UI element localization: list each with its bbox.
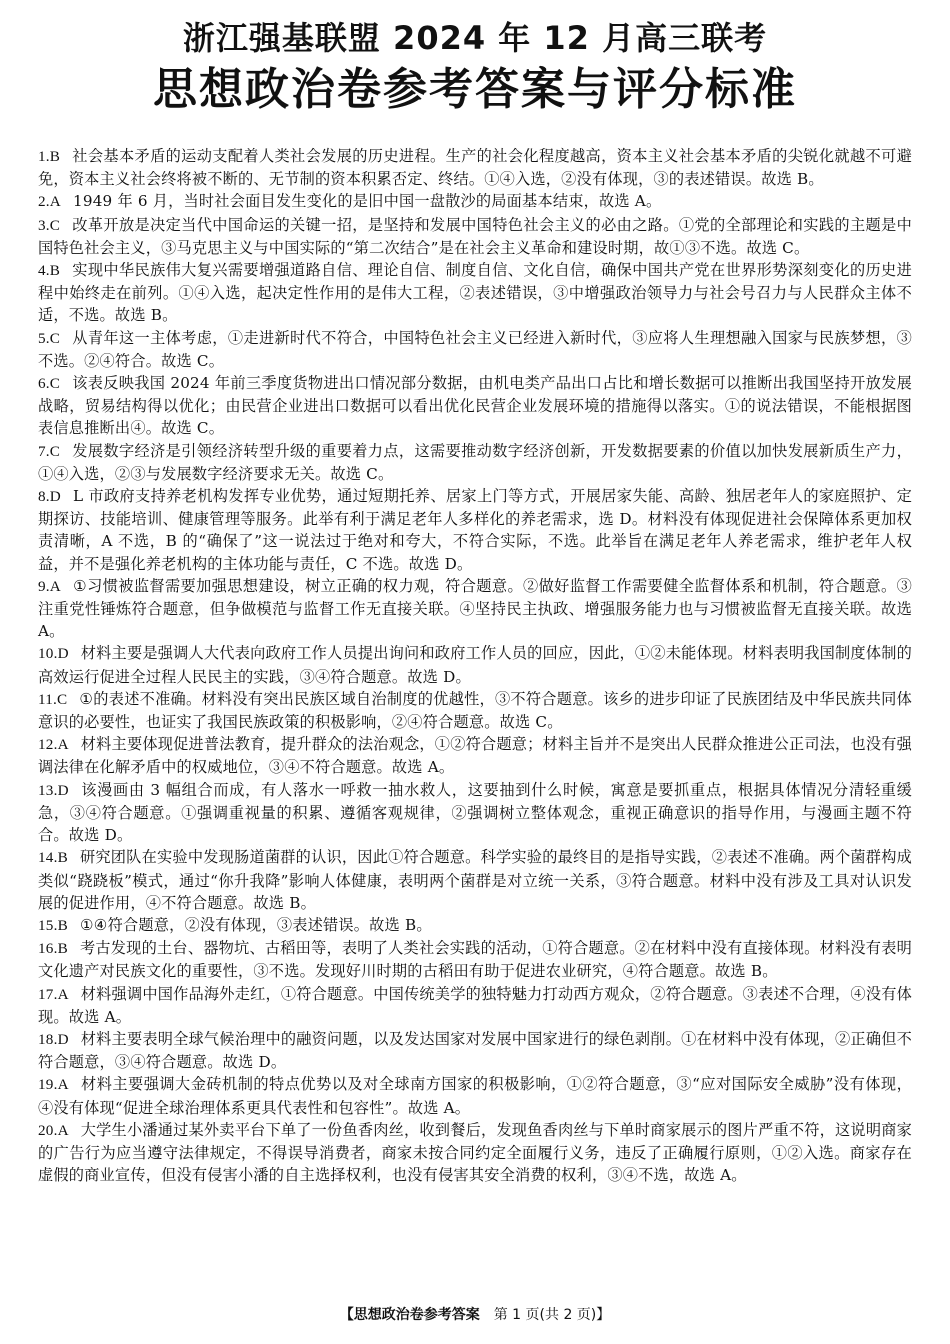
question-number: 3. — [38, 216, 50, 234]
answer-explanation: 材料主要是强调人大代表向政府工作人员提出询问和政府工作人员的回应，因此，①②未能体现。材料表明我国制度体制的高效运行促进全过程人民民主的实践，③④符合题意。故选 D。 — [38, 644, 912, 686]
question-number: 20. — [38, 1121, 58, 1139]
answer-item — [38, 688, 912, 733]
answer-item — [38, 846, 912, 914]
answer-item — [38, 145, 912, 190]
answer-explanation: 发展数字经济是引领经济转型升级的重要着力点，这需要推动数字经济创新，开发数据要素的价值以加快发展新质生产力，①④入选，②③与发展数字经济要求无关。故选 C。 — [38, 441, 912, 483]
question-number: 10. — [38, 645, 58, 663]
question-number: 6. — [38, 375, 50, 393]
answer-explanation: 改革开放是决定当代中国命运的关键一招，是坚持和发展中国特色社会主义的必由之路。①党的全部理论和实践的主题是中国特色社会主义，③马克思主义与中国实际的“第二次结合”是在社会主义革命和建设时期，故①③不选。故选 C。 — [38, 215, 912, 257]
answer-explanation: 该表反映我国 2024 年前三季度货物进出口情况部分数据，由机电类产品出口占比和增长数据可以推断出我国坚持开放发展战略，贸易结构得以优化；由民营企业进出口数据可以看出优化民营企业发展环境的措施得以落实。①的说法错误，不能根据图表信息推断出④。故选 C。 — [38, 374, 912, 438]
question-number: 9. — [38, 577, 50, 595]
answer-explanation: 材料主要体现促进普法教育，提升群众的法治观念，①②符合题意；材料主旨并不是突出人民群众推进公正司法，也没有强调法律在化解矛盾中的权威地位，③④不符合题意。故选 A。 — [38, 735, 912, 777]
answer-item — [38, 1028, 912, 1073]
question-number: 13. — [38, 781, 58, 799]
question-number: 19. — [38, 1076, 58, 1094]
question-number: 1. — [38, 148, 50, 165]
answer-item — [38, 937, 912, 982]
answer-item — [38, 485, 912, 575]
answer-letter: D — [57, 645, 69, 663]
answer-letter: A — [57, 1121, 69, 1139]
answer-item — [38, 983, 912, 1028]
answer-explanation: 材料强调中国作品海外走红，①符合题意。中国传统美学的独特魅力打动西方观众，②符合题意。③表述不合理，④没有体现。故选 A。 — [38, 984, 912, 1026]
question-number: 2. — [38, 193, 50, 211]
answer-letter: C — [49, 442, 61, 460]
answer-explanation: 材料主要强调大金砖机制的特点优势以及对全球南方国家的积极影响，①②符合题意，③“应对国际安全威胁”没有体现，④没有体现“促进全球治理体系更具代表性和包容性”。故选 A。 — [38, 1075, 912, 1117]
answer-letter: A — [57, 985, 69, 1003]
answer-letter: C — [57, 690, 68, 708]
answer-item — [38, 190, 912, 213]
footer-title: 【思想政治卷参考答案 — [339, 1307, 480, 1323]
answer-explanation: 大学生小潘通过某外卖平台下单了一份鱼香肉丝，收到餐后，发现鱼香肉丝与下单时商家展示的图片严重不符，这说明商家的广告行为应当遵守法律规定，不得误导消费者，商家未按合同约定全面履行义务，违反了正确履行原则，①②入选。商家存在虚假的商业宣传，但没有侵害小潘的自主选择权利，也没有侵害其安全消费的权利，③④不选，故选 A。 — [38, 1120, 912, 1185]
answer-letter: C — [49, 216, 61, 234]
answer-item — [38, 779, 912, 847]
answer-letter: B — [57, 940, 68, 958]
question-number: 15. — [38, 916, 58, 934]
answer-explanation: ①④符合题意，②没有体现，③表述错误。故选 B。 — [79, 915, 432, 934]
answer-explanation: 考古发现的土台、器物坑、古稻田等，表明了人类社会实践的活动，①符合题意。②在材料中没有直接体现。材料没有表明文化遗产对民族文化的重要性，③不选。发现好川时期的古稻田有助于促进农业研究，④符合题意。故选 B。 — [38, 939, 912, 981]
answer-item — [38, 440, 912, 485]
answer-item — [38, 1073, 912, 1118]
answer-letter: C — [49, 375, 61, 393]
answer-list — [38, 145, 912, 1186]
answer-item — [38, 914, 912, 937]
answer-item — [38, 575, 912, 643]
answer-letter: B — [49, 262, 61, 280]
answer-letter: A — [49, 577, 61, 595]
answer-letter: B — [57, 916, 68, 934]
exam-title: 浙江强基联盟 2024 年 12 月高三联考 — [182, 19, 768, 57]
answer-letter: A — [57, 1076, 69, 1094]
question-number: 5. — [38, 329, 50, 347]
answer-letter: A — [57, 736, 69, 754]
answer-letter: A — [49, 193, 61, 211]
answer-explanation: 材料主要表明全球气候治理中的融资问题，以及发达国家对发展中国家进行的绿色剥削。①在材料中没有体现，②正确但不符合题意，③④符合题意。故选 D。 — [38, 1029, 912, 1072]
answer-explanation: 研究团队在实验中发现肠道菌群的认识，因此①符合题意。科学实验的最终目的是指导实践，②表述不准确。两个菌群构成类似“跷跷板”模式，通过“你升我降”影响人体健康，表明两个菌群是对立统一关系，③符合题意。材料中没有涉及工具对认识发展的促进作用，④不符合题意。故选 B。 — [38, 848, 912, 912]
question-number: 11. — [38, 690, 58, 708]
answer-letter: B — [57, 849, 68, 867]
question-number: 12. — [38, 736, 58, 754]
answer-explanation: 社会基本矛盾的运动支配着人类社会发展的历史进程。生产的社会化程度越高，资本主义社会基本矛盾的尖锐化就越不可避免，资本主义社会终将被不断的、无节制的资本积累否定、终结。①④入选，②没有体现，③的表述错误。故选 B。 — [38, 147, 912, 189]
question-number: 16. — [38, 940, 58, 958]
answer-item — [38, 1119, 912, 1187]
answer-explanation: 该漫画由 3 幅组合而成，有人落水一呼救一抽水救人，这要抽到什么时候，寓意是要抓重点，根据具体情况分清轻重缓急，③④符合题意。①强调重视量的积累、遵循客观规律，②强调树立整体观念，重视正确意识的指导作用，与漫画主题不符合。故选 D。 — [38, 780, 912, 845]
question-number: 14. — [38, 849, 58, 867]
question-number: 4. — [38, 262, 50, 280]
answer-letter: C — [49, 329, 61, 347]
answer-item — [38, 214, 912, 259]
answer-explanation: ①的表述不准确。材料没有突出民族区域自治制度的优越性，③不符合题意。该乡的进步印证了民族团结及中华民族共同体意识的必要性，也证实了我国民族政策的积极影响，②④符合题意。故选 C。 — [38, 689, 912, 732]
answer-explanation: 1949 年 6 月，当时社会面目发生变化的是旧中国一盘散沙的局面基本结束，故选 A。 — [72, 192, 662, 211]
answer-letter: B — [49, 148, 61, 165]
answer-explanation: 从青年这一主体考虑，①走进新时代不符合，中国特色社会主义已经进入新时代，③应将人生理想融入国家与民族梦想，③不选。②④符合。故选 C。 — [38, 328, 912, 370]
answer-item — [38, 372, 912, 440]
answer-letter: D — [57, 781, 69, 799]
document-subtitle: 思想政治卷参考答案与评分标准 — [153, 64, 797, 115]
question-number: 18. — [38, 1030, 58, 1048]
answer-explanation: ①习惯被监督需要加强思想建设，树立正确的权力观，符合题意。②做好监督工作需要健全监督体系和机制，符合题意。③注重党性锤炼符合题意，但争做模范与监督工作无直接关联。④坚持民主执政、增强服务能力也与习惯被监督无直接关联。故选 A。 — [38, 576, 912, 641]
answer-explanation: 实现中华民族伟大复兴需要增强道路自信、理论自信、制度自信、文化自信，确保中国共产党在世界形势深刻变化的历史进程中始终走在前列。①④入选，起决定性作用的是伟大工程，②表述错误，③中增强政治领导力与社会号召力与人民群众主体不适，不选。故选 B。 — [38, 261, 912, 325]
answer-item — [38, 642, 912, 687]
question-number: 8. — [38, 488, 50, 506]
answer-explanation: L 市政府支持养老机构发挥专业优势，通过短期托养、居家上门等方式，开展居家失能、高龄、独居老年人的家庭照护、定期探访、技能培训、健康管理等服务。此举有利于满足老年人多样化的养老需求，选 D。材料没有体现促进社会保障体系更加权责清晰，A 不选，B 的“确保了”这一说法过于绝对和夸大，不符合实际，不选。此举旨在满足老年人养老需求，维护老年人权益，并不是强化养老机构的主体功能与责任，C 不选。故选 D。 — [38, 487, 912, 573]
answer-letter: D — [49, 488, 61, 506]
page-footer — [0, 1305, 950, 1325]
question-number: 17. — [38, 985, 58, 1003]
question-number: 7. — [38, 442, 50, 460]
answer-item — [38, 259, 912, 327]
answer-item — [38, 733, 912, 778]
answer-letter: D — [57, 1030, 69, 1048]
footer-page-number: 第 1 页(共 2 页)】 — [493, 1307, 611, 1323]
answer-item — [38, 327, 912, 372]
